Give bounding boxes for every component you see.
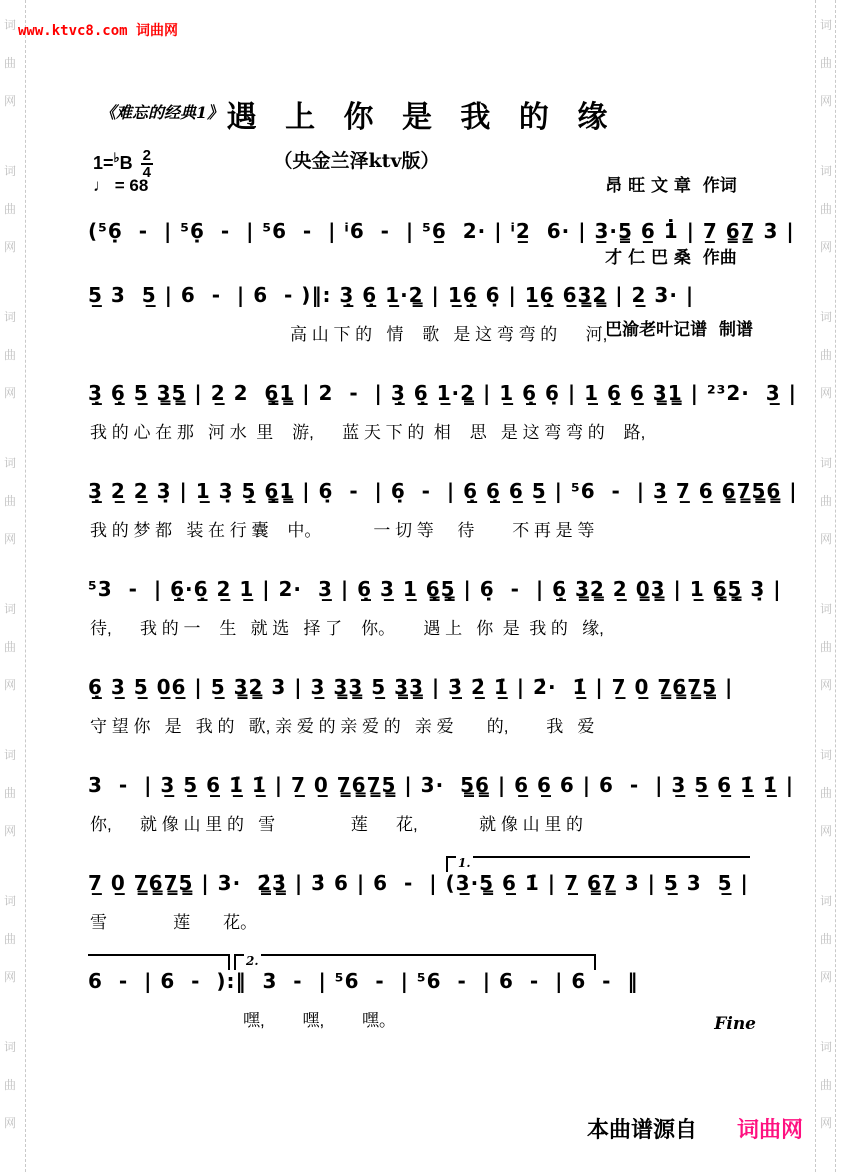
system-9: [88, 954, 756, 1038]
left-dashed-divider: [25, 0, 26, 1172]
song-title: 遇 上 你 是 我 的 缘: [226, 100, 617, 135]
watermark-char: 曲: [820, 640, 833, 654]
watermark-char: 网: [820, 1116, 833, 1130]
watermark-char: 网: [4, 970, 17, 984]
watermark-char: 网: [4, 532, 17, 546]
watermark-char: 词: [4, 18, 17, 32]
fine-marking: Fine: [714, 1014, 756, 1034]
volta-bracket-1: [446, 856, 750, 872]
lyrics-line: 你, 就 像 山 里 的 雪 莲 花, 就 像 山 里 的: [90, 815, 584, 834]
notation-line: 6̲̣ 3̲ 5̲ 0̲6̲ | 5̲ 3̳2̳ 3 | 3̲ 3̳3̳ 5̲ 3̳3̳ | 3̲̇ 2̲̇ 1̲̇ | 2̇· 1̲̇ | 7̲ 0̲ 7̳6̳7̳5̳ |: [88, 675, 734, 699]
notation-line: 3̲̣ 2̲ 2̲ 3̣ | 1̲ 3̣ 5̲̣ 6̳̣1̳ | 6̣ - | 6̣ - | 6̲̣ 6̲̣ 6̲ 5̲ | ⁵6 - | 3̲ 7̲ 6̲ 6̳7̳5̳6̳ |: [88, 479, 798, 503]
notation-line: 3̲̣ 6̲̣ 5̲ 3̳5̳ | 2̲ 2 6̳̣1̳ | 2 - | 3̲̣ 6̲̣ 1̲·2̳ | 1̲ 6̲̣ 6̣ | 1̲ 6̲̣ 6̲ 3̳1̳ | ²³2· 3̲ |: [88, 381, 797, 405]
lyrics-line: 我 的 梦 都 装 在 行 囊 中。 一 切 等 待 不 再 是 等: [90, 521, 595, 540]
watermark-char: 曲: [820, 932, 833, 946]
footer: [0, 1113, 803, 1144]
notation-line: 6 - | 6 - ):‖ 3 - | ⁵6 - | ⁵6 - | 6 - | 6 - ‖: [88, 969, 639, 993]
left-watermark-text: [4, 6, 16, 1172]
watermark-char: 曲: [4, 56, 17, 70]
right-dashed-divider-inner: [815, 0, 816, 1172]
watermark-char: 曲: [4, 494, 17, 508]
watermark-char: 曲: [4, 202, 17, 216]
lyrics-line: 待, 我 的 一 生 就 选 择 了 你。 遇 上 你 是 我 的 缘,: [90, 619, 604, 638]
watermark-char: 词: [820, 18, 833, 32]
watermark-char: 词: [820, 602, 833, 616]
album-label: 《难忘的经典1》: [100, 103, 224, 122]
notation-line: ⁵3 - | 6̲̣·6̲̣ 2̲ 1̲ | 2· 3̲ | 6̲̣ 3̲ 1̲ 6̳̣5̳̣ | 6̣ - | 6̲̣ 3̳2̳ 2̲ 0̳3̳ | 1̲ 6̳̣5̳̣ 3̣ |: [88, 577, 782, 601]
flat-icon: ♭: [113, 149, 120, 165]
watermark-char: 网: [4, 94, 17, 108]
song-subtitle: （央金兰泽ktv版）: [273, 150, 440, 172]
watermark-char: 词: [820, 1040, 833, 1054]
lyricist-credit: 昂 旺 文 章 作词: [605, 176, 737, 196]
footer-brand-link[interactable]: 词曲网: [736, 1117, 803, 1142]
watermark-char: 网: [820, 94, 833, 108]
lyrics-line: 我 的 心 在 那 河 水 里 游, 蓝 天 下 的 相 思 是 这 弯 弯 的 路,: [90, 423, 646, 442]
system-3: [88, 370, 797, 450]
right-watermark-border: [813, 0, 843, 1172]
system-4: [88, 468, 798, 548]
watermark-char: 曲: [4, 348, 17, 362]
watermark-char: 曲: [4, 786, 17, 800]
volta-label: 2.: [246, 954, 259, 968]
watermark-char: 词: [820, 164, 833, 178]
right-watermark-text: [820, 6, 832, 1172]
watermark-char: 网: [4, 240, 17, 254]
watermark-char: 网: [4, 386, 17, 400]
watermark-char: 网: [820, 970, 833, 984]
watermark-char: 曲: [4, 932, 17, 946]
watermark-char: 词: [820, 894, 833, 908]
watermark-char: 曲: [820, 348, 833, 362]
watermark-char: 曲: [820, 786, 833, 800]
watermark-char: 词: [820, 456, 833, 470]
watermark-char: 词: [4, 310, 17, 324]
volta-label: 1.: [458, 856, 471, 870]
watermark-char: 词: [4, 748, 17, 762]
watermark-char: 词: [4, 602, 17, 616]
watermark-char: 曲: [820, 1078, 833, 1092]
watermark-char: 网: [820, 240, 833, 254]
transcriber-credit: 巴渝老叶记谱 制谱: [605, 320, 753, 340]
volta-bracket-continuation: [88, 954, 230, 970]
key-signature: 1=♭B $\frac{2}{4}$: [93, 147, 152, 181]
system-6: [88, 664, 756, 744]
system-7: [88, 762, 795, 842]
watermark-char: 词: [820, 748, 833, 762]
system-1: [88, 208, 795, 254]
watermark-char: 词: [820, 310, 833, 324]
watermark-char: 曲: [820, 202, 833, 216]
footer-source-text: 本曲谱源自: [586, 1117, 697, 1142]
watermark-char: 词: [4, 1040, 17, 1054]
notation-line: (⁵6̣ - | ⁵6̣ - | ⁵6 - | ⁱ6 - | ⁵6̲ 2· | ⁱ2̲ 6· | 3̲·5̳ 6̲ 1̇ | 7̲ 6̳7̳ 3 |: [88, 219, 795, 243]
watermark-char: 曲: [4, 640, 17, 654]
watermark-char: 曲: [4, 1078, 17, 1092]
watermark-char: 曲: [820, 56, 833, 70]
lyrics-line: 嘿, 嘿, 嘿。: [243, 1011, 397, 1030]
site-url-banner[interactable]: www.ktvc8.com 词曲网: [18, 23, 179, 39]
watermark-char: 词: [4, 164, 17, 178]
system-2: [88, 272, 756, 352]
watermark-char: 曲: [820, 494, 833, 508]
tempo-marking: ♩ = 68: [93, 176, 149, 195]
volta-bracket-2: [234, 954, 596, 970]
watermark-char: 词: [4, 894, 17, 908]
system-5: [88, 566, 782, 646]
watermark-char: 词: [4, 456, 17, 470]
watermark-char: 网: [4, 1116, 17, 1130]
watermark-char: 网: [820, 678, 833, 692]
lyrics-line: 高 山 下 的 情 歌 是 这 弯 弯 的 河,: [290, 325, 608, 344]
notation-line: 3 - | 3̲ 5̲ 6̲ 1̲̇ 1̲̇ | 7̲ 0̲ 7̳6̳7̳5̳ | 3· 5̳6̳ | 6̲ 6̲ 6 | 6 - | 3̲ 5̲ 6̲ 1̲̇ 1̲̇ |: [88, 773, 795, 797]
time-signature: $\frac{2}{4}$: [142, 147, 152, 181]
score: [88, 208, 798, 1056]
lyrics-line: 守 望 你 是 我 的 歌, 亲 爱 的 亲 爱 的 亲 爱 的, 我 爱: [90, 717, 595, 736]
right-dashed-divider-outer: [835, 0, 836, 1172]
notation-line: 7̲ 0̲ 7̳6̳7̳5̳ | 3· 2̳̇3̳̇ | 3̇ 6 | 6 - | (3̲·5̳ 6̲ 1̇ | 7̲ 6̳7̳ 3 | 5̲ 3 5̲ |: [88, 871, 749, 895]
watermark-char: 网: [820, 824, 833, 838]
lyrics-line: 雪 莲 花。: [90, 913, 258, 932]
notation-line: 5̲ 3 5̲ | 6 - | 6 - )‖: 3̲̣ 6̲̣ 1̲·2̳ | 1̲6̲̣ 6̣ | 1̲6̲̣ 6̲3̳2̳ | 2̲ 3· |: [88, 283, 695, 307]
watermark-char: 网: [820, 532, 833, 546]
watermark-char: 网: [4, 824, 17, 838]
watermark-char: 网: [820, 386, 833, 400]
left-watermark-border: [0, 0, 30, 1172]
system-8: [88, 856, 756, 940]
watermark-char: 网: [4, 678, 17, 692]
composer-credit: 才 仁 巴 桑 作曲: [605, 248, 737, 268]
